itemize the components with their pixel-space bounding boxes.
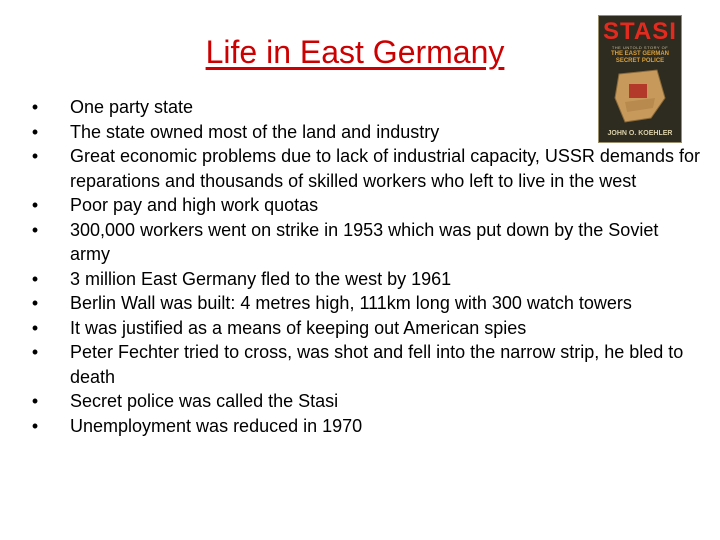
bullet-text: It was justified as a means of keeping out American spies — [70, 317, 527, 338]
bullet-dot: • — [31, 415, 39, 436]
book-author: JOHN O. KOEHLER — [607, 130, 673, 137]
bullet-text: 300,000 workers went on strike in 1953 which was put down by the Soviet army — [70, 219, 659, 264]
bullet-text: Great economic problems due to lack of industrial capacity, USSR demands for reparations and thousands of skilled workers who left to live in the west — [70, 146, 700, 191]
bullet-list — [28, 95, 700, 438]
bullet-dot: • — [31, 268, 39, 289]
bullet-item — [28, 291, 700, 316]
bullet-dot: • — [31, 121, 39, 142]
book-title: STASI — [603, 18, 677, 45]
bullet-text: One party state — [70, 97, 194, 117]
book-subtitle-top: THE UNTOLD STORY OF — [611, 45, 669, 50]
bullet-text: 3 million East Germany fled to the west by 1961 — [70, 268, 452, 289]
bullet-text: Secret police was called the Stasi — [70, 391, 339, 411]
bullet-dot: • — [31, 146, 39, 166]
bullet-text: Berlin Wall was built: 4 metres high, 111km long with 300 watch towers — [70, 293, 632, 313]
bullet-text: Unemployment was reduced in 1970 — [70, 415, 363, 436]
bullet-item — [28, 120, 700, 145]
bullet-dot: • — [31, 97, 39, 117]
bullet-dot: • — [31, 317, 39, 338]
bullet-item — [28, 389, 700, 414]
bullet-item — [28, 316, 700, 341]
bullet-text: Poor pay and high work quotas — [70, 195, 319, 215]
bullet-item — [28, 193, 700, 218]
bullet-item — [28, 267, 700, 292]
bullet-dot: • — [31, 342, 39, 362]
bullet-text: Peter Fechter tried to cross, was shot and fell into the narrow strip, he bled to death — [70, 342, 684, 387]
bullet-item — [28, 144, 700, 193]
bullet-dot: • — [31, 391, 39, 411]
bullet-dot: • — [31, 293, 39, 313]
page-title: Life in East Germany — [205, 34, 505, 70]
bullet-dot: • — [31, 219, 39, 240]
bullet-item — [28, 340, 700, 389]
bullet-item — [28, 218, 700, 267]
bullet-item — [28, 414, 700, 439]
book-subtitle: THE EAST GERMAN SECRET POLICE — [610, 51, 669, 64]
bullet-text: The state owned most of the land and industry — [70, 121, 440, 142]
bullet-item — [28, 95, 700, 120]
bullet-dot: • — [31, 195, 39, 215]
